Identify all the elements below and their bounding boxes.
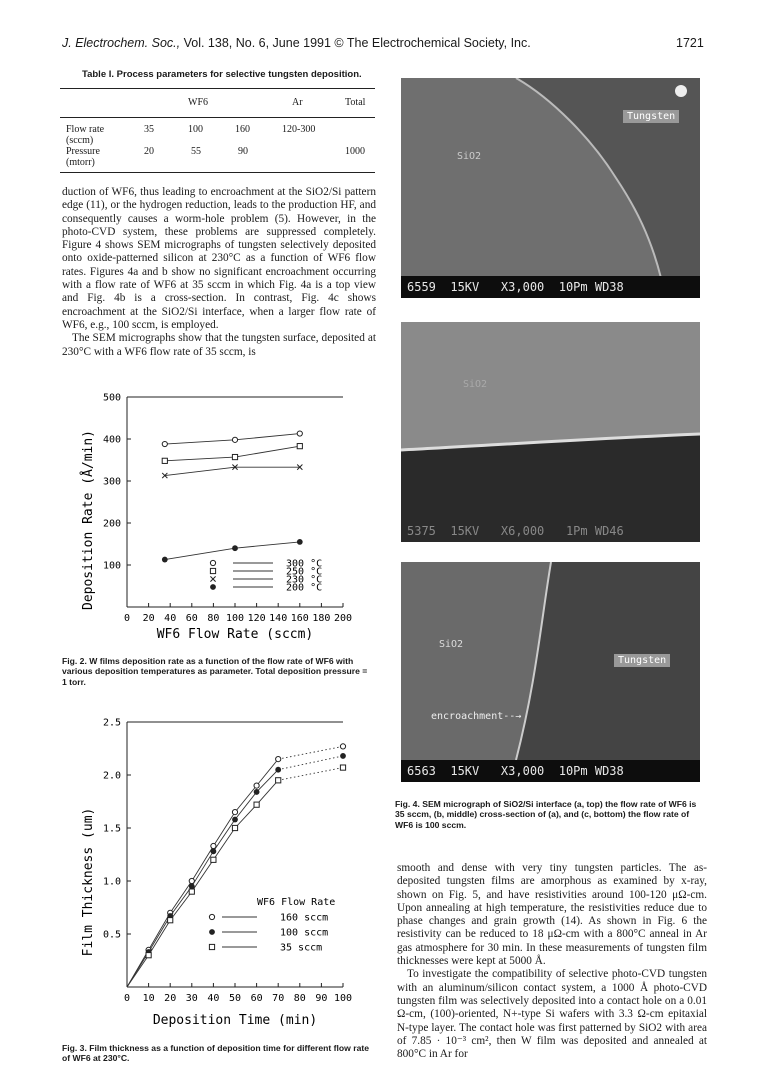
x-tick-label: 20 (164, 993, 177, 1004)
sem-c-sio2-label: SiO2 (439, 639, 464, 650)
table-cell: 35 (144, 124, 154, 135)
legend-label: 100 sccm (280, 927, 329, 939)
sem-a-sio2-label: SiO2 (457, 151, 482, 162)
journal-name: J. Electrochem. Soc., (62, 36, 181, 50)
data-point (232, 545, 238, 551)
data-point (162, 557, 168, 563)
data-point (297, 444, 302, 449)
y-tick-label: 2.5 (102, 717, 121, 729)
legend-label: 230 °C (286, 574, 323, 586)
fig2-legend (210, 559, 322, 594)
series-line (165, 467, 300, 475)
x-tick-label: 60 (185, 613, 198, 624)
fig2-xlabel: WF6 Flow Rate (sccm) (156, 627, 314, 642)
table-bottom-rule (60, 172, 375, 173)
series-line (165, 542, 300, 560)
paragraph: smooth and dense with very tiny tungsten particles. The as-deposited tungsten films are amorphous as examined by x-ray, shown on Fig. 5, and have resistivities around 100-120 μΩ-cm. Upon annealing at high temperature, the resistivities reduce due to phase changes and grain growth (14). As shown in Fig. 6 the resistivity can be reduced to 18 μΩ-cm with a 800°C anneal in Ar gas atmosphere for 30 min. In these measurements of tungsten film thicknesses were kept at 5000 Å. (397, 862, 707, 968)
sem-b-banner: 5375 15KV X6,000 1Pm WD46 (407, 524, 624, 538)
data-point (254, 802, 259, 807)
data-point (275, 767, 281, 773)
legend-title: WF6 Flow Rate (257, 897, 336, 908)
fig2-marks (162, 431, 303, 563)
legend-marker (209, 914, 214, 919)
y-tick-label: 0.5 (102, 929, 121, 941)
data-point (297, 539, 303, 545)
paragraph: To investigate the compatibility of selective photo-CVD tungsten with an aluminum/silicon contact system, a 1000 Å photo-CVD tungsten film was selectively deposited into a contact hole on a 0.01 Ω-cm, (100)-oriented, N+-type Si wafers with 3.3 Ω-cm epitaxial N-type layer. The contact hole was first patterned by SiO2 with area of 7.85 · 10⁻³ cm², then W film was deposited and annealed at 800°C in Ar for (397, 968, 707, 1061)
fig3-xlabel: Deposition Time (min) (152, 1013, 318, 1028)
series-extrapolation (278, 756, 343, 770)
y-tick-label: 2.0 (102, 770, 121, 782)
data-point (254, 789, 260, 795)
table-cell: 1000 (345, 146, 365, 157)
legend-label: 250 °C (286, 566, 323, 578)
x-tick-label: 20 (142, 613, 155, 624)
x-tick-label: 100 (333, 993, 353, 1004)
data-point (232, 454, 237, 459)
left-column-text (62, 186, 376, 359)
table-cell: 90 (238, 146, 248, 157)
table-row-label: Pressure (mtorr) (66, 146, 100, 168)
legend-label: 35 sccm (280, 942, 323, 954)
y-tick-label: 500 (102, 392, 121, 404)
sem-c-encroachment-label: encroachment--→ (431, 711, 522, 722)
x-tick-label: 140 (269, 613, 288, 624)
x-tick-label: 0 (123, 993, 131, 1004)
table-row-label: Flow rate (sccm) (66, 124, 105, 146)
x-tick-label: 120 (247, 613, 266, 624)
y-tick-label: 100 (102, 560, 121, 572)
data-point (232, 825, 237, 830)
table-top-rule (60, 88, 375, 89)
table-mid-rule (60, 117, 375, 118)
sem-a-banner: 6559 15KV X3,000 10Pm WD38 (401, 276, 700, 298)
sem-c-tungsten-label: Tungsten (614, 654, 670, 667)
table-header-wf6: WF6 (188, 97, 208, 108)
sem-c-banner: 6563 15KV X3,000 10Pm WD38 (401, 760, 700, 782)
fig2-caption: Fig. 2. W films deposition rate as a function of the flow rate of WF6 with various deposition temperatures as parameter. Total deposition pressure = 1 torr. (62, 656, 368, 687)
sem-photo-c (401, 562, 700, 782)
legend-label: 160 sccm (280, 912, 329, 924)
data-point (276, 757, 281, 762)
x-tick-label: 100 (225, 613, 245, 624)
right-column-text (397, 862, 707, 1061)
table-cell: 120-300 (282, 124, 316, 135)
table-header-ar: Ar (292, 97, 303, 108)
sem-b-sio2-label: SiO2 (463, 379, 488, 390)
data-point (297, 431, 302, 436)
x-tick-label: 30 (185, 993, 198, 1004)
data-point (232, 810, 237, 815)
x-tick-label: 0 (123, 613, 131, 624)
fig3-chart (70, 712, 370, 1032)
table-cell: 20 (144, 146, 154, 157)
fig3-axes (103, 718, 352, 1005)
data-point (276, 778, 281, 783)
sem-b-shape (401, 322, 700, 542)
data-point (211, 848, 217, 854)
x-tick-label: 50 (228, 993, 242, 1004)
data-point (340, 765, 345, 770)
y-tick-label: 400 (102, 434, 121, 446)
page-number: 1721 (676, 36, 704, 50)
table-cell: 160 (235, 124, 250, 135)
paragraph: duction of WF6, thus leading to encroachment at the SiO2/Si pattern edge (11), or the hydrogen reduction, leads to the production HF, and consequently causes a worm-hole problem (5). However, in the photo-CVD system, these problems are suppressed completely. Figure 4 shows SEM micrographs of tungsten selectively deposited onto oxide-patterned silicon at 230°C as a function of WF6 flow rates. Figures 4a and b show no significant encroachment occurring with a flow rate of WF6 at 35 sccm in which Fig. 4a is a top view and Fig. 4b is a cross-section. In contrast, Fig. 4c shows encroachment at the SiO2/Si interface, when a larger flow rate of WF6, e.g., 100 sccm, is employed. (62, 186, 376, 331)
y-tick-label: 200 (102, 518, 121, 530)
x-tick-label: 60 (250, 993, 263, 1004)
data-point (340, 753, 346, 759)
data-point (162, 441, 167, 446)
data-point (232, 817, 238, 823)
series-extrapolation (278, 768, 343, 781)
data-point (168, 918, 173, 923)
data-point (146, 953, 151, 958)
legend-marker (209, 944, 214, 949)
sem-photo-a (401, 78, 700, 298)
data-point (232, 437, 237, 442)
x-tick-label: 200 (333, 613, 353, 624)
y-tick-label: 1.0 (102, 876, 121, 888)
fig4-caption: Fig. 4. SEM micrograph of SiO2/Si interface (a, top) the flow rate of WF6 is 35 sccm, (b, middle) cross-section of (a), and (c, bottom) the flow rate of WF6 is 100 sccm. (395, 799, 697, 830)
fig2-chart (70, 385, 370, 645)
legend-marker (210, 568, 215, 573)
y-tick-label: 1.5 (102, 823, 121, 835)
table-caption: Table I. Process parameters for selective tungsten deposition. (82, 69, 362, 80)
x-tick-label: 40 (207, 993, 220, 1004)
x-tick-label: 80 (207, 613, 220, 624)
data-point (211, 857, 216, 862)
citation: Vol. 138, No. 6, June 1991 © The Electrochemical Society, Inc. (183, 36, 531, 50)
data-point (340, 744, 345, 749)
sem-a-tungsten-label: Tungsten (623, 110, 679, 123)
data-point (254, 783, 259, 788)
series-extrapolation (278, 746, 343, 759)
data-point (189, 889, 194, 894)
fig3-legend (209, 897, 335, 954)
x-tick-label: 70 (272, 993, 285, 1004)
fig3-caption: Fig. 3. Film thickness as a function of deposition time for different flow rate of WF6 at 230°C. (62, 1043, 370, 1064)
paragraph: The SEM micrographs show that the tungsten surface, deposited at 230°C with a WF6 flow rate of 35 sccm, is (62, 332, 376, 358)
legend-marker (209, 929, 215, 935)
legend-label: 300 °C (286, 558, 323, 570)
table-cell: 55 (191, 146, 201, 157)
y-tick-label: 300 (102, 476, 121, 488)
legend-marker (210, 576, 215, 581)
x-tick-label: 160 (290, 613, 309, 624)
x-tick-label: 80 (293, 993, 306, 1004)
table-cell: 100 (188, 124, 203, 135)
sem-photo-b (401, 322, 700, 542)
data-point (162, 458, 167, 463)
legend-label: 200 °C (286, 582, 323, 594)
fig2-ylabel: Deposition Rate (Å/min) (81, 429, 96, 611)
running-header (62, 36, 531, 50)
x-tick-label: 180 (312, 613, 331, 624)
x-tick-label: 90 (315, 993, 328, 1004)
legend-marker (210, 584, 216, 590)
x-tick-label: 40 (164, 613, 177, 624)
sem-c-shape (401, 562, 700, 782)
fig3-ylabel: Film Thickness (um) (81, 807, 96, 957)
legend-marker (210, 560, 215, 565)
table-header-total: Total (345, 97, 366, 108)
x-tick-label: 10 (142, 993, 155, 1004)
